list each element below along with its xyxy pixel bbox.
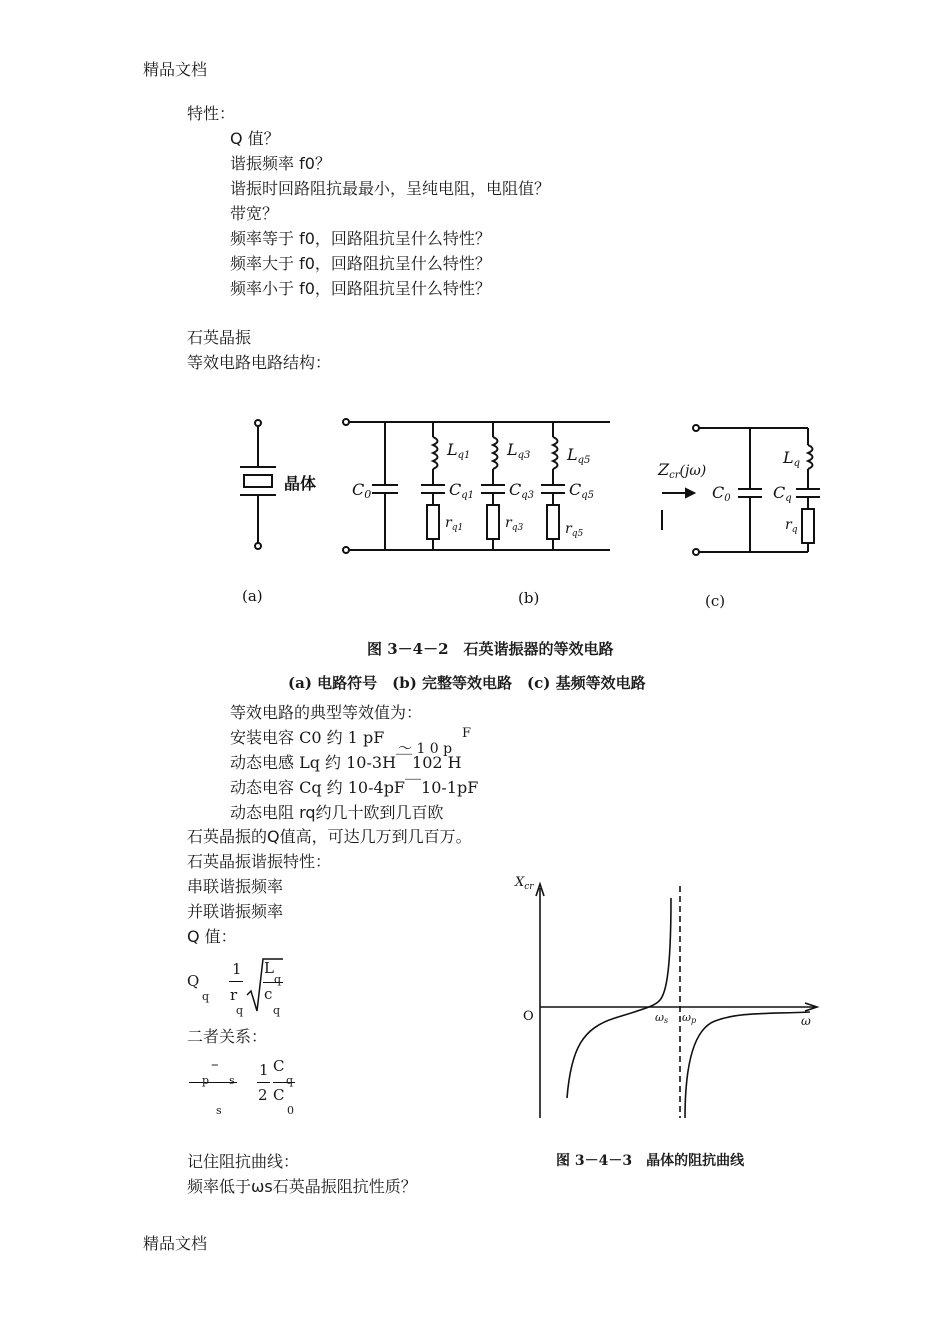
svg-text:Lq3: Lq3	[507, 440, 531, 461]
crystal-label: 晶体	[284, 474, 317, 493]
svg-text:rq3: $r_{q3}$	[505, 515, 524, 533]
impedance-curve-figure	[505, 868, 825, 1128]
sub-label-b: (b)	[518, 589, 540, 607]
y-axis-label: $X_{cr}$	[515, 875, 534, 892]
curve-left-branch	[567, 898, 671, 1098]
resonance-title: 石英晶振谐振特性：	[187, 852, 332, 871]
svg-text:Lq1: Lq1	[447, 440, 471, 461]
q-formula: Q q 1 r q L q c q	[187, 959, 282, 1017]
svg-text:rq: $r_q$	[785, 517, 798, 535]
svg-text:Lq5: Lq5	[567, 445, 591, 466]
typical-values-intro: 等效电路的典型等效值为：	[230, 703, 423, 722]
page-footer: 精品文档	[143, 1234, 208, 1253]
value-cq: 动态电容 Cq 约 10-4pF￣10-1pF	[230, 778, 479, 797]
svg-text:rq1: $r_{q1}$	[445, 515, 464, 533]
ws-label: ωs	[655, 1011, 669, 1025]
value-c0: 安装电容 C0 约 1 pF	[230, 728, 385, 747]
list-item: 频率大于 f0，回路阻抗呈什么特性？	[230, 254, 491, 273]
value-rq: 动态电阻 rq约几十欧到几百欧	[230, 803, 444, 822]
value-c0-range: ～ 1 0 p	[398, 741, 453, 757]
sub-label-c: (c)	[705, 592, 726, 610]
equivalent-circuit-title: 等效电路电路结构：	[187, 353, 332, 372]
wp-label: ωp	[682, 1011, 697, 1025]
list-item: 频率等于 f0，回路阻抗呈什么特性？	[230, 229, 491, 248]
crystal-symbol	[240, 420, 276, 549]
relation-label: 二者关系：	[187, 1027, 268, 1046]
x-axis-label: ω	[801, 1014, 811, 1028]
svg-text:Cq3: Cq3	[509, 480, 535, 501]
svg-text:rq5: $r_{q5}$	[565, 521, 584, 539]
list-item: 频率小于 f0，回路阻抗呈什么特性？	[230, 279, 491, 298]
fundamental-equivalent-circuit	[662, 425, 820, 555]
equivalent-circuit-figure	[220, 405, 840, 620]
page-header: 精品文档	[143, 60, 208, 79]
parallel-resonance: 并联谐振频率	[187, 902, 284, 921]
question-ws: 频率低于ωs石英晶振阻抗性质？	[187, 1177, 417, 1196]
q-value-label: Q 值：	[187, 927, 237, 946]
svg-text:Cq5: Cq5	[569, 480, 595, 501]
characteristics-title: 特性：	[187, 104, 236, 123]
svg-text:Lq: Lq	[783, 448, 801, 469]
svg-text:Cq1: Cq1	[449, 480, 475, 501]
quartz-title: 石英晶振	[187, 328, 252, 347]
list-item: 谐振时回路阻抗最最小，呈纯电阻，电阻值？	[230, 179, 551, 198]
svg-text:C0: C0	[712, 483, 731, 504]
relation-formula: – p s s 1 2 C q C 0	[187, 1055, 307, 1117]
memorize-curve: 记住阻抗曲线：	[187, 1152, 300, 1171]
list-item: 谐振频率 f0？	[230, 154, 331, 173]
figure-caption: 图 3－4－2 石英谐振器的等效电路	[367, 640, 614, 658]
curve-right-branch	[685, 1012, 810, 1118]
series-resonance: 串联谐振频率	[187, 877, 284, 896]
origin-label: O	[523, 1009, 534, 1024]
svg-text:Cq: Cq	[773, 483, 792, 504]
list-item: 带宽？	[230, 204, 279, 223]
sub-label-a: (a)	[242, 587, 263, 605]
figure-subcaption: (a) 电路符号 (b) 完整等效电路 (c) 基频等效电路	[288, 674, 646, 692]
list-item: Q 值？	[230, 129, 280, 148]
q-high-text: 石英晶振的Q值高，可达几万到几百万。	[187, 827, 472, 846]
value-lq: 动态电感 Lq 约 10-3H￣102 H	[230, 753, 462, 772]
svg-text:C0: C0	[352, 480, 372, 501]
figure2-caption: 图 3－4－3 晶体的阻抗曲线	[556, 1153, 745, 1169]
svg-text:Zcr(jω): Zcr(jω)	[658, 460, 707, 481]
value-c0-unit: F	[462, 726, 472, 741]
